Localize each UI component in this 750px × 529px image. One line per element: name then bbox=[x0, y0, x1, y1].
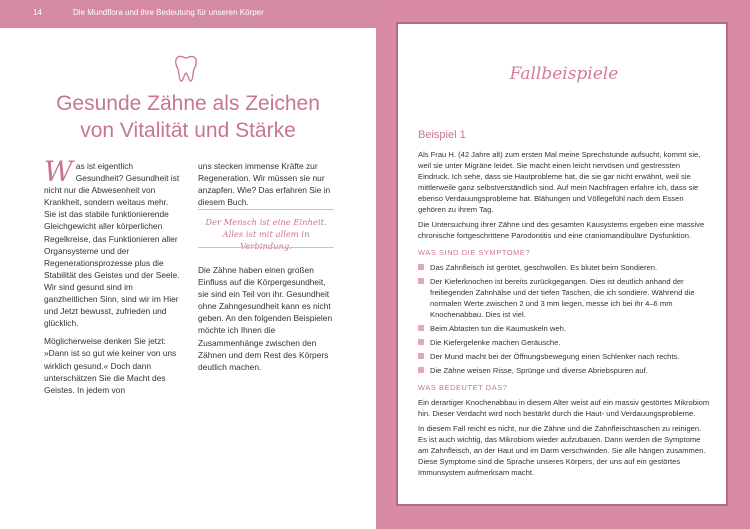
box-body bbox=[418, 130, 710, 482]
list-item: Der Kieferknochen ist bereits zurückgegangen. Dies ist deutlich anhand der freiliegenden Zahnhälse und der tiefen Taschen, die ich sondiere. Während die normalen Werte zwischen 2 und 3 mm liegen, messe ich bei ihr 4–6 mm Knochenabbau. Dies ist viel. bbox=[418, 276, 710, 320]
pull-quote: Der Mensch ist eine Einheit. Alles ist mit allem in Verbindung. bbox=[205, 217, 327, 251]
bullet-square-icon bbox=[418, 325, 424, 331]
column-right-bottom bbox=[198, 264, 334, 379]
example-heading: Beispiel 1 bbox=[418, 129, 466, 141]
section-heading-meaning: WAS BEDEUTET DAS? bbox=[418, 383, 508, 392]
intro-paragraph bbox=[44, 155, 180, 329]
page-title bbox=[0, 90, 376, 144]
tooth-icon bbox=[173, 54, 199, 84]
title-line-1: Gesunde Zähne als Zeichen bbox=[56, 92, 320, 115]
running-head: Die Mundflora und ihre Bedeutung für unseren Körper bbox=[73, 8, 264, 17]
bullet-square-icon bbox=[418, 367, 424, 373]
quote-rule-top bbox=[198, 209, 334, 210]
case-box bbox=[396, 22, 728, 506]
right-page bbox=[376, 0, 750, 529]
list-item: Das Zahnfleisch ist gerötet, geschwollen. Es blutet beim Sondieren. bbox=[418, 262, 710, 273]
list-item: Die Kiefergelenke machen Geräusche. bbox=[418, 337, 710, 348]
paragraph-2: Möglicherweise denken Sie jetzt: »Dann ist so gut wie keiner von uns wirklich gesund.« Doch dann unterschätzen Sie die Macht des Geistes. In jedem von bbox=[44, 336, 177, 395]
case-paragraph-3: Ein derartiger Knochenabbau in diesem Alter weist auf ein massiv gestörtes Mikrobiom hin. Dieser Verdacht wird noch bestärkt durch die Haut- und Verdauungsprobleme. bbox=[418, 398, 710, 418]
column-left bbox=[44, 155, 180, 402]
intro-text: as ist eigentlich Gesundheit? Gesundheit ist nicht nur die Abwesenheit von Krankheit, sondern weitaus mehr. Sie ist das stabile funktionierende Gleichgewicht aller körperlichen Regelkreise, das Funktionieren aller Organsysteme und der Regenerationsprozesse plus die Stabilität des Geistes und der Seele. Wir sind gesund sind im ganzheitlichen Sinn, sind wir im Hier und Jetzt bewusst, zufrieden und glücklich. bbox=[44, 161, 180, 329]
case-paragraph-4: In diesem Fall reicht es nicht, nur die Zähne und die Zahnfleischtaschen zu reinigen. Es ist auch wichtig, das Mikrobiom wieder aufzubauen. Dann werden die Symptome am Zahnfleisch, an der Haut und im Darm verschwinden. Sie alle hängen zusammen. Diese Symptome sind die Sprache unseres Körpers, der uns auf ein gestörtes Immunsystem aufmerksam macht. bbox=[418, 424, 706, 477]
bullet-square-icon bbox=[418, 264, 424, 270]
bullet-square-icon bbox=[418, 278, 424, 284]
list-item: Beim Abtasten tun die Kaumuskeln weh. bbox=[418, 323, 710, 334]
page-number: 14 bbox=[33, 8, 42, 17]
case-paragraph-1: Als Frau H. (42 Jahre alt) zum ersten Mal meine Sprechstunde aufsucht, kommt sie, weil sie unter Migräne leidet. Sie macht einen leicht nervösen und gestressten Eindruck. Ich sehe, dass sie Hautprobleme hat, die sie gar nicht erwähnt, weil sie mittlerweile ganz selbstverständlich sind. Auf mein Nachfragen erfahre ich, dass sie ebenso Verdauungsprobleme hat. Blähungen und Völlegefühl nach dem Essen gehören zu ihrem Tag. bbox=[418, 150, 701, 214]
bullet-square-icon bbox=[418, 339, 424, 345]
paragraph-3: uns stecken immense Kräfte zur Regeneration. Wir müssen sie nur anzapfen. Wie? Das erfahren Sie in diesem Buch. bbox=[198, 161, 331, 208]
quote-rule-bottom bbox=[198, 247, 334, 248]
bullet-square-icon bbox=[418, 353, 424, 359]
symptom-list bbox=[418, 262, 710, 376]
box-title: Fallbeispiele bbox=[509, 64, 619, 84]
drop-cap: W bbox=[44, 155, 73, 188]
case-paragraph-2: Die Untersuchung ihrer Zähne und des gesamten Kausystems ergeben eine massive chronische fortgeschrittene Parodontitis und eine craniomandibuläre Dysfunktion. bbox=[418, 220, 705, 240]
header-band bbox=[0, 0, 376, 28]
list-item: Die Zähne weisen Risse, Sprünge und diverse Abriebspuren auf. bbox=[418, 365, 710, 376]
paragraph-4: Die Zähne haben einen großen Einfluss auf die Körpergesundheit, sie sind ein Teil von ihr. Gesundheit ohne Zahngesundheit kann es nicht geben. An den folgenden Beispielen möchte ich Ihnen die Zusammenhänge zwischen den Zähnen und dem Rest des Körpers deutlich machen. bbox=[198, 265, 333, 372]
title-line-2: von Vitalität und Stärke bbox=[80, 119, 296, 142]
list-item: Der Mund macht bei der Öffnungsbewegung einen Schlenker nach rechts. bbox=[418, 351, 710, 362]
column-right-top bbox=[198, 160, 334, 214]
section-heading-symptoms: WAS SIND DIE SYMPTOME? bbox=[418, 248, 531, 257]
